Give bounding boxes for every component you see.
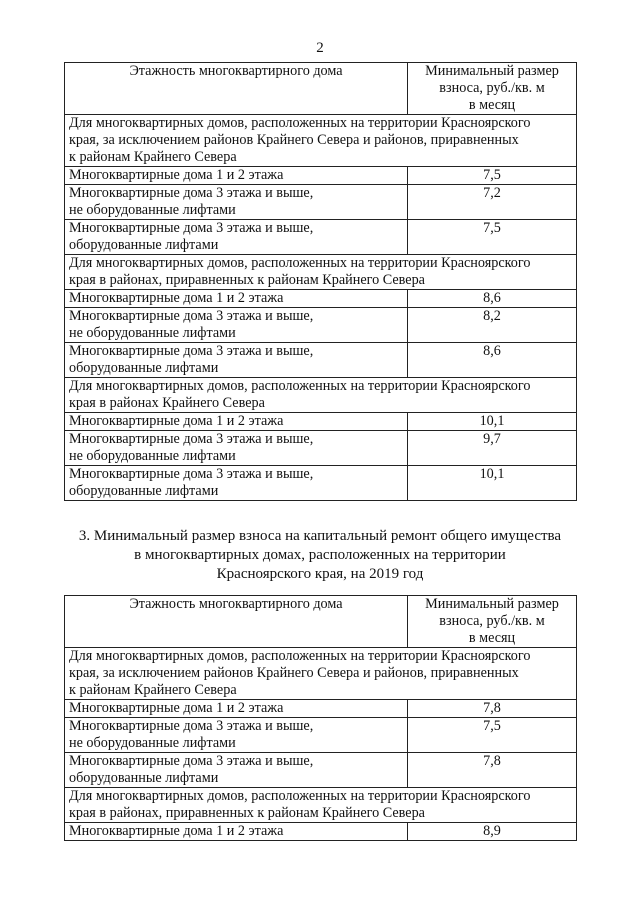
building-type (65, 185, 408, 220)
header-floors: Этажность многоквартирного дома (65, 596, 408, 648)
table-row (65, 718, 577, 753)
building-type-line: не оборудованные лифтами (69, 202, 236, 218)
building-type-line: Многоквартирные дома 1 и 2 этажа (69, 167, 284, 183)
building-type (65, 290, 408, 308)
table-row (65, 413, 577, 431)
contribution-value: 7,5 (408, 718, 577, 753)
section-title-line: Для многоквартирных домов, расположенных на территории Красноярского (69, 648, 531, 664)
building-type (65, 718, 408, 753)
building-type-line: не оборудованные лифтами (69, 735, 236, 751)
table-row (65, 431, 577, 466)
building-type-line: Многоквартирные дома 1 и 2 этажа (69, 413, 284, 429)
header-line: Минимальный размер (425, 596, 559, 612)
table-row (65, 167, 577, 185)
building-type-line: не оборудованные лифтами (69, 325, 236, 341)
contribution-value: 7,5 (408, 220, 577, 255)
building-type (65, 413, 408, 431)
section-title (65, 115, 577, 167)
table-row (65, 185, 577, 220)
contribution-table-2019 (64, 595, 577, 841)
section-title-line: края в районах, приравненных к районам Крайнего Севера (69, 272, 425, 288)
header-line: взноса, руб./кв. м (439, 80, 545, 96)
building-type-line: Многоквартирные дома 3 этажа и выше, (69, 718, 314, 734)
building-type-line: оборудованные лифтами (69, 360, 219, 376)
heading-line: 3. Минимальный размер взноса на капитальный ремонт общего имущества (78, 528, 562, 544)
building-type (65, 308, 408, 343)
section-row (65, 788, 577, 823)
building-type-line: Многоквартирные дома 1 и 2 этажа (69, 700, 284, 716)
section-title (65, 255, 577, 290)
building-type-line: Многоквартирные дома 3 этажа и выше, (69, 343, 314, 359)
section-row (65, 115, 577, 167)
contribution-value: 8,2 (408, 308, 577, 343)
building-type-line: Многоквартирные дома 3 этажа и выше, (69, 466, 314, 482)
building-type-line: оборудованные лифтами (69, 237, 219, 253)
section-title-line: Для многоквартирных домов, расположенных на территории Красноярского (69, 378, 531, 394)
contribution-value: 7,8 (408, 700, 577, 718)
table-row (65, 753, 577, 788)
contribution-value: 7,2 (408, 185, 577, 220)
table-row (65, 823, 577, 841)
building-type (65, 823, 408, 841)
page-number: 2 (316, 40, 324, 56)
building-type-line: Многоквартирные дома 3 этажа и выше, (69, 220, 314, 236)
building-type (65, 167, 408, 185)
building-type (65, 466, 408, 501)
section-title-line: края в районах Крайнего Севера (69, 395, 265, 411)
building-type (65, 700, 408, 718)
contribution-value: 8,6 (408, 343, 577, 378)
building-type-line: Многоквартирные дома 1 и 2 этажа (69, 290, 284, 306)
section-title-line: Для многоквартирных домов, расположенных на территории Красноярского (69, 115, 531, 131)
table-header-row (65, 63, 577, 115)
contribution-table-2018 (64, 62, 577, 501)
section-row (65, 648, 577, 700)
heading-line: в многоквартирных домах, расположенных на территории (134, 547, 506, 563)
building-type-line: Многоквартирные дома 3 этажа и выше, (69, 431, 314, 447)
section-3-heading (64, 527, 576, 584)
contribution-value: 7,8 (408, 753, 577, 788)
table-header-row (65, 596, 577, 648)
section-row (65, 255, 577, 290)
contribution-value: 10,1 (408, 466, 577, 501)
building-type (65, 220, 408, 255)
contribution-value: 9,7 (408, 431, 577, 466)
header-line: Минимальный размер (425, 63, 559, 79)
table-row (65, 220, 577, 255)
table-row (65, 308, 577, 343)
section-row (65, 378, 577, 413)
building-type-line: Многоквартирные дома 3 этажа и выше, (69, 753, 314, 769)
building-type-line: не оборудованные лифтами (69, 448, 236, 464)
contribution-value: 10,1 (408, 413, 577, 431)
header-line: взноса, руб./кв. м (439, 613, 545, 629)
section-title-line: края, за исключением районов Крайнего Севера и районов, приравненных (69, 132, 519, 148)
building-type-line: Многоквартирные дома 3 этажа и выше, (69, 308, 314, 324)
table-row (65, 343, 577, 378)
section-title-line: к районам Крайнего Севера (69, 149, 237, 165)
section-title-line: Для многоквартирных домов, расположенных на территории Красноярского (69, 788, 531, 804)
header-min-contribution (408, 596, 577, 648)
table-row (65, 466, 577, 501)
building-type-line: оборудованные лифтами (69, 770, 219, 786)
header-floors: Этажность многоквартирного дома (65, 63, 408, 115)
heading-line: Красноярского края, на 2019 год (216, 566, 424, 582)
contribution-value: 8,6 (408, 290, 577, 308)
table-row (65, 700, 577, 718)
section-title (65, 378, 577, 413)
section-title-line: края, за исключением районов Крайнего Севера и районов, приравненных (69, 665, 519, 681)
section-title (65, 788, 577, 823)
table-row (65, 290, 577, 308)
section-title (65, 648, 577, 700)
building-type (65, 431, 408, 466)
header-line: в месяц (468, 630, 516, 646)
building-type-line: Многоквартирные дома 3 этажа и выше, (69, 185, 314, 201)
header-line: в месяц (468, 97, 516, 113)
section-title-line: Для многоквартирных домов, расположенных на территории Красноярского (69, 255, 531, 271)
section-title-line: к районам Крайнего Севера (69, 682, 237, 698)
building-type (65, 343, 408, 378)
section-title-line: края в районах, приравненных к районам Крайнего Севера (69, 805, 425, 821)
building-type-line: Многоквартирные дома 1 и 2 этажа (69, 823, 284, 839)
contribution-value: 8,9 (408, 823, 577, 841)
building-type-line: оборудованные лифтами (69, 483, 219, 499)
header-min-contribution (408, 63, 577, 115)
building-type (65, 753, 408, 788)
contribution-value: 7,5 (408, 167, 577, 185)
